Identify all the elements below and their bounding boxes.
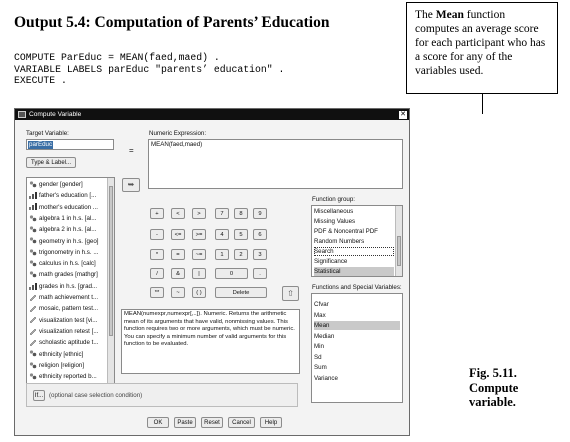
keypad-button[interactable]: ** bbox=[150, 287, 164, 298]
delete-button[interactable]: Delete bbox=[215, 287, 267, 298]
scale-icon bbox=[29, 305, 37, 312]
nominal-icon bbox=[29, 181, 37, 188]
variable-list-item[interactable] bbox=[29, 338, 112, 347]
keypad-button[interactable]: * bbox=[150, 249, 164, 260]
syntax-code bbox=[14, 52, 284, 87]
variable-list-item[interactable] bbox=[29, 203, 112, 212]
function-group-item[interactable]: Search bbox=[314, 247, 394, 256]
function-group-item[interactable]: Missing Values bbox=[314, 218, 356, 225]
numeric-expression-value: MEAN(faed,maed) bbox=[151, 141, 203, 148]
keypad-button[interactable]: 9 bbox=[253, 208, 267, 219]
figure-caption bbox=[469, 366, 518, 410]
keypad-button[interactable]: 6 bbox=[253, 229, 267, 240]
nominal-icon bbox=[29, 215, 37, 222]
callout-bold: Mean bbox=[435, 9, 464, 21]
variable-label: religion [religion] bbox=[39, 361, 85, 369]
callout-box bbox=[406, 2, 558, 94]
keypad-button[interactable]: 1 bbox=[215, 249, 229, 260]
code-line: COMPUTE ParEduc = MEAN(faed,maed) . bbox=[14, 52, 220, 63]
function-item[interactable]: Sd bbox=[314, 353, 322, 361]
variable-list-item[interactable] bbox=[29, 350, 112, 359]
keypad-button[interactable]: <= bbox=[171, 229, 185, 240]
target-variable-label: Target Variable: bbox=[26, 130, 69, 137]
code-line: VARIABLE LABELS parEduc "parents’ education" . bbox=[14, 63, 285, 75]
nominal-icon bbox=[29, 350, 37, 357]
functions-label: Functions and Special Variables: bbox=[312, 284, 402, 291]
target-variable-value: parEduc bbox=[29, 141, 53, 148]
caption-line: Fig. 5.11. bbox=[469, 366, 517, 380]
equals-sign: = bbox=[129, 146, 134, 155]
variable-list-item[interactable] bbox=[29, 372, 112, 381]
keypad-button[interactable]: 4 bbox=[215, 229, 229, 240]
variable-label: algebra 2 in h.s. [al... bbox=[39, 226, 97, 234]
variable-list-item[interactable] bbox=[29, 191, 112, 200]
function-description: MEAN(numexpr,numexpr[,..]). Numeric. Returns the arithmetic mean of its arguments that have valid, nonmissing values. This function requires two or more arguments, which must be numeric. You can specify a minimum number of valid arguments for this function to be evaluated. bbox=[121, 309, 300, 374]
keypad-button[interactable]: 2 bbox=[234, 249, 248, 260]
function-item[interactable]: Cfvar bbox=[314, 301, 329, 308]
keypad-button[interactable]: 5 bbox=[234, 229, 248, 240]
callout-text: function computes an average score for each participant who has a score for any of the variables used. bbox=[415, 9, 546, 77]
ordinal-icon bbox=[29, 192, 37, 199]
keypad-button[interactable]: / bbox=[150, 268, 164, 279]
variable-label: geometry in h.s. [geo] bbox=[39, 237, 99, 245]
function-item[interactable]: Sum bbox=[314, 364, 327, 371]
arrow-right-icon: ➥ bbox=[127, 180, 135, 189]
variable-label: gender [gender] bbox=[39, 181, 83, 188]
variable-list-item[interactable] bbox=[29, 180, 112, 189]
function-group-item[interactable]: Random Numbers bbox=[314, 238, 365, 245]
arrow-up-icon: ⇧ bbox=[287, 289, 294, 298]
dialog-titlebar[interactable] bbox=[15, 109, 409, 120]
variable-label: math achievement t... bbox=[39, 294, 99, 301]
move-right-button[interactable] bbox=[122, 178, 140, 192]
variable-label: algebra 1 in h.s. [al... bbox=[39, 214, 97, 222]
nominal-icon bbox=[29, 237, 37, 244]
functions-list[interactable] bbox=[311, 293, 403, 403]
keypad-button[interactable]: - bbox=[150, 229, 164, 240]
keypad-button[interactable]: 7 bbox=[215, 208, 229, 219]
nominal-icon bbox=[29, 271, 37, 278]
caption-line: Compute bbox=[469, 380, 519, 395]
nominal-icon bbox=[29, 373, 37, 380]
ordinal-icon bbox=[29, 203, 37, 210]
function-group-item[interactable]: Statistical bbox=[314, 267, 394, 276]
nominal-icon bbox=[29, 260, 37, 267]
variable-label: visualization test [vi... bbox=[39, 316, 98, 324]
variable-list-item[interactable] bbox=[29, 316, 112, 325]
callout-connector bbox=[482, 94, 483, 114]
close-icon[interactable]: ✕ bbox=[400, 110, 406, 118]
variable-list[interactable] bbox=[26, 177, 115, 402]
keypad-button[interactable]: > bbox=[192, 208, 206, 219]
scrollbar-thumb[interactable] bbox=[109, 186, 113, 336]
numeric-expression-input[interactable] bbox=[148, 139, 403, 189]
keypad-button[interactable]: ( ) bbox=[192, 287, 206, 298]
function-item[interactable]: Median bbox=[314, 332, 335, 340]
variable-list-item[interactable] bbox=[29, 293, 112, 302]
scale-icon bbox=[29, 316, 37, 323]
variable-list-item[interactable] bbox=[29, 270, 112, 279]
function-group-item[interactable]: Miscellaneous bbox=[314, 208, 354, 215]
keypad-button[interactable]: ~= bbox=[192, 249, 206, 260]
scale-icon bbox=[29, 339, 37, 346]
variable-list-item[interactable] bbox=[29, 259, 112, 268]
insert-function-button[interactable] bbox=[282, 286, 299, 301]
variable-label: math grades [mathgr] bbox=[39, 271, 98, 279]
variable-list-item[interactable] bbox=[29, 327, 112, 336]
keypad-button[interactable]: ~ bbox=[171, 287, 185, 298]
paste-button[interactable]: Paste bbox=[174, 417, 196, 428]
variable-label: father's education [... bbox=[39, 192, 97, 200]
dialog-title: Compute Variable bbox=[29, 111, 82, 118]
function-group-scrollbar[interactable] bbox=[395, 206, 402, 276]
variable-list-scrollbar[interactable] bbox=[107, 178, 114, 401]
reset-button[interactable]: Reset bbox=[201, 417, 223, 428]
nominal-icon bbox=[29, 249, 37, 256]
keypad-button[interactable]: 0 bbox=[215, 268, 248, 279]
keypad-button[interactable]: 3 bbox=[253, 249, 267, 260]
variable-label: mother's education ... bbox=[39, 203, 98, 211]
scale-icon bbox=[29, 294, 37, 301]
function-group-item[interactable]: Significance bbox=[314, 258, 348, 265]
nominal-icon bbox=[29, 362, 37, 369]
callout-text: The bbox=[415, 9, 436, 21]
scale-icon bbox=[29, 328, 37, 335]
variable-label: trigonometry in h.s. ... bbox=[39, 248, 99, 256]
compute-variable-dialog bbox=[14, 108, 410, 436]
variable-label: grades in h.s. [grad... bbox=[39, 282, 98, 290]
function-group-list[interactable] bbox=[311, 205, 403, 277]
keypad-button[interactable]: . bbox=[253, 268, 267, 279]
caption-line: variable. bbox=[469, 395, 516, 409]
variable-label: mosaic, pattern test... bbox=[39, 305, 99, 313]
variable-list-item[interactable] bbox=[29, 282, 112, 291]
help-button[interactable]: Help bbox=[260, 417, 282, 428]
variable-label: visualization retest [... bbox=[39, 327, 99, 335]
variable-list-item[interactable] bbox=[29, 248, 112, 257]
keypad-button[interactable]: | bbox=[192, 268, 206, 279]
scrollbar-thumb[interactable] bbox=[397, 236, 401, 266]
function-group-item[interactable]: PDF & Noncentral PDF bbox=[314, 228, 378, 235]
ok-button[interactable]: OK bbox=[147, 417, 169, 428]
variable-label: ethnicity reported b... bbox=[39, 373, 97, 381]
target-variable-input[interactable] bbox=[26, 139, 114, 150]
type-label-button[interactable]: Type & Label... bbox=[26, 157, 76, 168]
function-item[interactable]: Max bbox=[314, 311, 326, 319]
function-group-label: Function group: bbox=[312, 196, 355, 203]
if-condition-text: (optional case selection condition) bbox=[49, 392, 143, 399]
variable-list-item[interactable] bbox=[29, 361, 112, 370]
function-item[interactable]: Mean bbox=[314, 321, 400, 330]
ordinal-icon bbox=[29, 283, 37, 290]
variable-list-item[interactable] bbox=[29, 237, 112, 246]
variable-label: ethnicity [ethnic] bbox=[39, 350, 84, 358]
keypad-button[interactable]: 8 bbox=[234, 208, 248, 219]
nominal-icon bbox=[29, 226, 37, 233]
code-line: EXECUTE . bbox=[14, 75, 67, 86]
variable-label: scholastic aptitude t... bbox=[39, 339, 99, 347]
variable-list-item[interactable] bbox=[29, 214, 112, 223]
page-heading: Output 5.4: Computation of Parents’ Education bbox=[14, 14, 330, 31]
cancel-button[interactable]: Cancel bbox=[228, 417, 255, 428]
keypad-button[interactable]: >= bbox=[192, 229, 206, 240]
variable-label: calculus in h.s. [calc] bbox=[39, 260, 96, 268]
function-item[interactable]: Min bbox=[314, 343, 324, 350]
function-item[interactable]: Variance bbox=[314, 374, 338, 382]
numeric-expression-label: Numeric Expression: bbox=[149, 130, 207, 137]
keypad-button[interactable]: < bbox=[171, 208, 185, 219]
keypad-button[interactable]: = bbox=[171, 249, 185, 260]
variable-list-item[interactable] bbox=[29, 304, 112, 313]
variable-list-item[interactable] bbox=[29, 225, 112, 234]
keypad-button[interactable]: + bbox=[150, 208, 164, 219]
if-condition-group bbox=[26, 383, 298, 407]
calculator-icon bbox=[18, 111, 26, 118]
keypad-button[interactable]: & bbox=[171, 268, 185, 279]
if-button[interactable]: If... bbox=[33, 390, 45, 401]
